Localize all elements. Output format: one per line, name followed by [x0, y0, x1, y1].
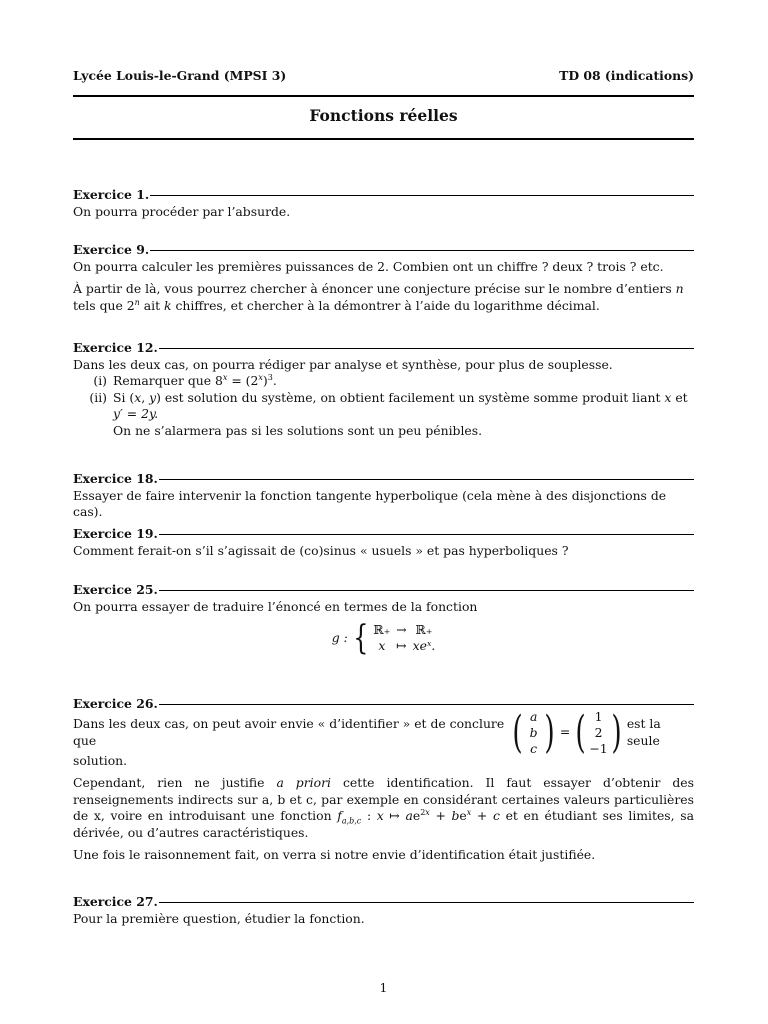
- title-rule: [73, 138, 694, 140]
- heading-rule: [159, 479, 694, 480]
- exercise-heading: Exercice 27.: [73, 894, 158, 909]
- page-header: [73, 68, 694, 85]
- exercise-text: On pourra procéder par l’absurde.: [73, 203, 291, 219]
- exercise-heading: Exercice 18.: [73, 471, 158, 486]
- exercise-12: [73, 340, 694, 439]
- exercise-heading: Exercice 26.: [73, 696, 158, 711]
- exercise-26: [73, 696, 694, 864]
- heading-rule: [159, 590, 694, 591]
- exercise-text: À partir de là, vous pourrez chercher à énoncer une conjecture précise sur le nombre d’entiers n tels que 2$^n$ ait k chiffres, et chercher à la démontrer à l’aide du logarithme décimal.: [73, 281, 684, 313]
- vector-abc: ( a b c ): [512, 706, 555, 758]
- exercise-1: [73, 187, 694, 220]
- exercise-text: solution.: [73, 752, 128, 768]
- exercise-text: Une fois le raisonnement fait, on verra si notre envie d’identification était justifiée.: [73, 847, 596, 862]
- hint-list: [73, 373, 694, 439]
- header-left: Lycée Louis-le-Grand (MPSI 3): [73, 68, 287, 83]
- exercise-text: On pourra calculer les premières puissances de 2. Combien ont un chiffre ? deux ? trois ? etc.: [73, 258, 664, 274]
- exercise-9: [73, 242, 694, 314]
- header-rule: [73, 95, 694, 97]
- exercise-text: Cependant, rien ne justifie a priori cette identification. Il faut essayer d’obtenir des renseignements indirects sur a, b et c, par exemple en considérant certaines valeurs particulières de x, voire en introduisant une fonction $f_{a,b,c}$ : x ↦ $ae^{2x} + be^x + c$ et en étudiant ses limites, sa dérivée, ou d’autres caractéristiques.: [73, 775, 695, 840]
- exercise-text: Pour la première question, étudier la fonction.: [73, 910, 365, 926]
- exercise-18: [73, 471, 694, 521]
- exercise-text: Dans les deux cas, on peut avoir envie « d’identifier » et de conclure que ( a b c ) = ( 1 2 −1 ) est la seule: [73, 706, 661, 758]
- exercise-heading: Exercice 1.: [73, 187, 150, 202]
- heading-rule: [159, 348, 694, 349]
- exercise-heading: Exercice 12.: [73, 340, 158, 355]
- page-number: 1: [379, 980, 388, 995]
- page-title: Fonctions réelles: [309, 106, 458, 125]
- exercise-heading: Exercice 19.: [73, 526, 158, 541]
- exercise-text: On pourra essayer de traduire l’énoncé en termes de la fonction: [73, 598, 478, 614]
- exercise-27: [73, 894, 694, 927]
- header-right: TD 08 (indications): [559, 68, 694, 83]
- heading-rule: [159, 902, 694, 903]
- heading-rule: [150, 250, 694, 251]
- exercise-text: Essayer de faire intervenir la fonction tangente hyperbolique (cela mène à des disjonctions de cas).: [73, 487, 667, 519]
- exercise-text: Comment ferait-on s’il s’agissait de (co)sinus « usuels » et pas hyperboliques ?: [73, 542, 569, 558]
- exercise-heading: Exercice 25.: [73, 582, 158, 597]
- list-item: (ii) Si (x, y) est solution du système, on obtient facilement un système somme produit liant x et y′ = 2y. On ne s’alarmera pas si les solutions sont un peu pénibles.: [89, 389, 688, 438]
- exercise-heading: Exercice 9.: [73, 242, 150, 257]
- heading-rule: [159, 704, 694, 705]
- exercise-text: Dans les deux cas, on pourra rédiger par analyse et synthèse, pour plus de souplesse.: [73, 356, 613, 372]
- vector-solution: ( 1 2 −1 ): [575, 706, 622, 758]
- heading-rule: [159, 534, 694, 535]
- heading-rule: [150, 195, 694, 196]
- list-item: (i) Remarquer que $8^x = (2^x)^3$.: [93, 372, 277, 388]
- exercise-19: [73, 526, 694, 559]
- function-definition: g : { ℝ₊ → ℝ₊ x ↦ xeˣ.: [331, 618, 436, 658]
- exercise-25: [73, 582, 694, 658]
